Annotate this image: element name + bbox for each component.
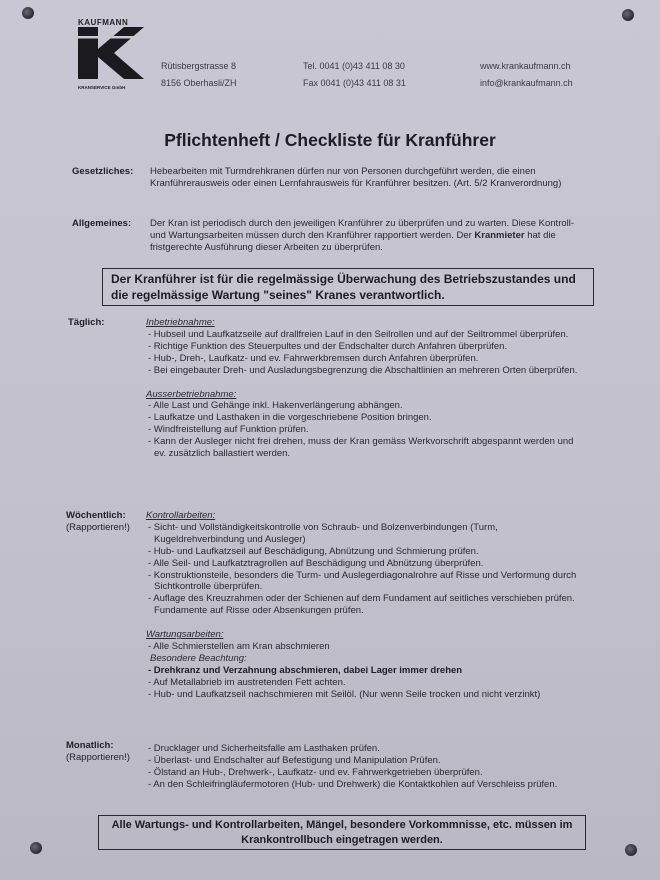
woechentlich-label: Wöchentlich: <box>66 510 126 521</box>
list-item: - Richtige Funktion des Steuerpultes und der Endschalter durch Anfahren überprüfen. <box>148 340 508 352</box>
logo-company-name: KAUFMANN <box>78 18 129 27</box>
fax-number: Fax 0041 (0)43 411 08 31 <box>303 78 406 88</box>
ausserbetriebnahme-heading: Ausserbetriebnahme: <box>146 388 237 400</box>
logbook-notice-box: Alle Wartungs- und Kontrollarbeiten, Mängel, besondere Vorkommnisse, etc. müssen im Krankontrollbuch eingetragen werden. <box>98 815 586 850</box>
logo-k-mark-icon <box>78 27 144 79</box>
allgemeines-text-end: hat die fristgerechte Ausführung dieser Arbeiten zu überprüfen. <box>150 230 556 254</box>
page-title: Pflichtenheft / Checkliste für Kranführer <box>164 130 496 150</box>
address-block <box>161 58 237 92</box>
list-item: - Bei eingebauter Dreh- und Ausladungsbegrenzung die Abschaltlinien an mehreren Orten überprüfen. <box>148 364 578 376</box>
list-item: - Hub-, Dreh-, Laufkatz- und ev. Fahrwerkbremsen durch Anfahren überprüfen. <box>148 352 479 364</box>
list-item: - Überlast- und Endschalter auf Befestigung und Manipulation Prüfen. <box>148 754 441 766</box>
monatlich-report-note: (Rapportieren!) <box>66 752 130 763</box>
allgemeines-text-bold: Kranmieter <box>474 230 525 242</box>
taeglich-section <box>146 317 586 460</box>
web-block <box>480 58 573 92</box>
pin-bottom-right <box>625 844 637 856</box>
company-logo <box>78 18 152 90</box>
address-city: 8156 Oberhasli/ZH <box>161 78 237 88</box>
list-item: - Sicht- und Vollständigkeitskontrolle von Schraub- und Bolzenverbindungen (Turm, Kugeldrehverbindung und Ausleger) <box>148 521 498 545</box>
list-item: - Hubseil und Laufkatzseile auf drallfreien Lauf in den Seilrollen und auf der Seiltrommel überprüfen. <box>148 328 569 340</box>
list-item: - Kann der Ausleger nicht frei drehen, muss der Kran gemäss Werkvorschrift abgespannt werden und ev. zusätzlich ballastiert werden. <box>148 436 574 460</box>
phone-block <box>303 58 406 92</box>
gesetzliches-label: Gesetzliches: <box>72 166 134 177</box>
list-item: - Drucklager und Sicherheitsfalle am Lasthaken prüfen. <box>148 743 380 754</box>
special-attention-note: Besondere Beachtung: <box>150 652 247 664</box>
inbetriebnahme-heading: Inbetriebnahme: <box>146 317 215 328</box>
allgemeines-label: Allgemeines: <box>72 218 132 229</box>
logo-company-subtitle: KRANSERVICE GmbH <box>78 85 126 90</box>
taeglich-label: Täglich: <box>68 317 105 328</box>
list-item: - Alle Last und Gehänge inkl. Hakenverlängerung abhängen. <box>148 400 403 412</box>
list-item: - Alle Seil- und Laufkatztragrollen auf Beschädigung und Abnützung überprüfen. <box>148 557 484 569</box>
list-item: - Hub- und Laufkatzseil nachschmieren mit Seilöl. (Nur wenn Seile trocken und nicht verzinkt) <box>148 688 541 700</box>
list-item: - Alle Schmierstellen am Kran abschmieren <box>148 641 330 653</box>
list-item: - Hub- und Laufkatzseil auf Beschädigung, Abnützung und Schmierung prüfen. <box>148 545 479 557</box>
allgemeines-text <box>150 218 584 255</box>
list-item: - Auf Metallabrieb im austretenden Fett achten. <box>148 676 346 688</box>
email: info@krankaufmann.ch <box>480 78 573 88</box>
list-item-bold: - Drehkranz und Verzahnung abschmieren, dabei Lager immer drehen <box>148 664 463 676</box>
list-item: - Auflage des Kreuzrahmen oder der Schienen auf dem Fundament auf seitliches verschieben prüfen. Fundamente auf Risse oder Absenkungen prüfen. <box>148 593 575 617</box>
woechentlich-report-note: (Rapportieren!) <box>66 522 130 533</box>
allgemeines-text-start: Der Kran ist periodisch durch den jeweiligen Kranführer zu überprüfen und zu warten. Diese Kontroll- und Wartungsarbeiten müssen durch den Kranführer rapportiert werden. Der <box>150 218 575 242</box>
list-item: - Windfreistellung auf Funktion prüfen. <box>148 424 309 436</box>
pin-top-right <box>622 9 634 21</box>
website: www.krankaufmann.ch <box>480 61 571 71</box>
pin-bottom-left <box>30 842 42 854</box>
gesetzliches-text: Hebearbeiten mit Turmdrehkranen dürfen nur von Personen durchgeführt werden, die einen Kranführerausweis oder einen Lernfahrausweis für Kranführer besitzen. (Art. 5/2 Kranverordnung) <box>150 166 562 190</box>
list-item: - Ölstand an Hub-, Drehwerk-, Laufkatz- und ev. Fahrwerkgetrieben überprüfen. <box>148 766 483 778</box>
list-item: - An den Schleifringläufermotoren (Hub- und Drehwerk) die Kontaktkohlen auf Verschleiss prüfen. <box>148 778 558 790</box>
monatlich-section <box>146 743 586 791</box>
monatlich-label: Monatlich: <box>66 740 114 751</box>
phone-number: Tel. 0041 (0)43 411 08 30 <box>303 61 405 71</box>
responsibility-box: Der Kranführer ist für die regelmässige Überwachung des Betriebszustandes und die regelmässige Wartung "seines" Kranes verantwortlich. <box>102 268 594 306</box>
woechentlich-section <box>146 510 586 701</box>
list-item: - Laufkatze und Lasthaken in die vorgeschriebene Position bringen. <box>148 412 432 424</box>
kontrollarbeiten-heading: Kontrollarbeiten: <box>146 510 216 521</box>
wartungsarbeiten-heading: Wartungsarbeiten: <box>146 629 224 641</box>
address-street: Rütisbergstrasse 8 <box>161 61 237 71</box>
pin-top-left <box>22 7 34 19</box>
list-item: - Konstruktionsteile, besonders die Turm- und Auslegerdiagonalrohre auf Risse und Verformung durch Sichtkontrolle überprüfen. <box>148 569 577 593</box>
